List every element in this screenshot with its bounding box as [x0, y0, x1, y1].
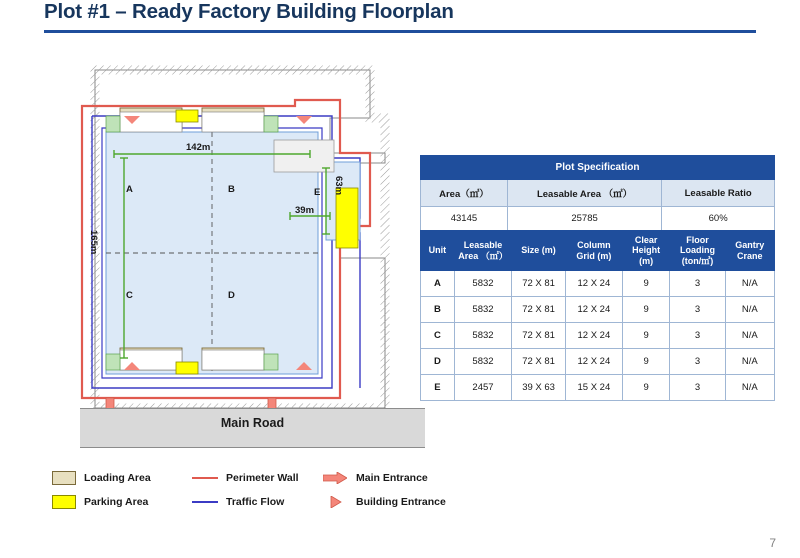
legend-item-traffic-flow	[192, 496, 322, 508]
unit-label-e: E	[314, 187, 321, 198]
unit-label-c: C	[126, 290, 133, 301]
table-row	[421, 297, 775, 323]
unit-header-row	[421, 231, 775, 271]
cell-column-grid: 12 X 24	[565, 349, 622, 375]
parking-area-swatch-icon	[52, 495, 76, 509]
cell-size: 72 X 81	[512, 323, 566, 349]
cell-floor-loading: 3	[670, 271, 725, 297]
unit-label-b: B	[228, 184, 235, 195]
cell-size: 72 X 81	[512, 349, 566, 375]
cell-leasable-area: 5832	[454, 349, 511, 375]
cell-column-grid: 15 X 24	[565, 375, 622, 401]
cell-column-grid: 12 X 24	[565, 323, 622, 349]
legend-item-perimeter-wall	[192, 472, 322, 484]
spec-header-area: Area（㎡）	[421, 180, 508, 207]
cell-leasable-area: 5832	[454, 271, 511, 297]
cell-unit: B	[421, 297, 455, 323]
cell-unit: A	[421, 271, 455, 297]
cell-clear-height: 9	[622, 297, 669, 323]
cell-leasable-area: 5832	[454, 297, 511, 323]
legend-row	[52, 466, 472, 490]
cell-floor-loading: 3	[670, 297, 725, 323]
legend-item-parking-area	[52, 495, 192, 509]
table-row	[421, 375, 775, 401]
cell-gantry-crane: N/A	[725, 271, 774, 297]
legend-item-loading-area	[52, 471, 192, 485]
unit-header-floor-loading: Floor Loading (ton/㎡)	[670, 231, 725, 271]
cell-clear-height: 9	[622, 323, 669, 349]
page-number: 7	[769, 536, 776, 550]
spec-header-row	[421, 180, 775, 207]
spec-header-leasable-area: Leasable Area （㎡）	[507, 180, 661, 207]
cell-column-grid: 12 X 24	[565, 297, 622, 323]
cell-clear-height: 9	[622, 271, 669, 297]
cell-column-grid: 12 X 24	[565, 271, 622, 297]
cell-leasable-area: 5832	[454, 323, 511, 349]
legend	[52, 466, 472, 514]
legend-row	[52, 490, 472, 514]
cell-clear-height: 9	[622, 375, 669, 401]
dimension-small-height: 63m	[333, 176, 344, 196]
title-divider	[44, 30, 756, 33]
traffic-flow-line-icon	[192, 501, 218, 503]
unit-label-d: D	[228, 290, 235, 301]
legend-label: Parking Area	[84, 496, 149, 508]
table-row	[421, 271, 775, 297]
spec-table-title: Plot Specification	[421, 156, 775, 180]
perimeter-wall-line-icon	[192, 477, 218, 479]
cell-gantry-crane: N/A	[725, 349, 774, 375]
cell-gantry-crane: N/A	[725, 297, 774, 323]
legend-label: Perimeter Wall	[226, 472, 299, 484]
cell-unit: D	[421, 349, 455, 375]
unit-header-column-grid: Column Grid (m)	[565, 231, 622, 271]
cell-size: 39 X 63	[512, 375, 566, 401]
cell-floor-loading: 3	[670, 375, 725, 401]
spec-value-leasable-area: 25785	[507, 207, 661, 231]
legend-item-building-entrance	[322, 496, 472, 508]
spec-value-leasable-ratio: 60%	[662, 207, 775, 231]
cell-floor-loading: 3	[670, 349, 725, 375]
cell-floor-loading: 3	[670, 323, 725, 349]
cell-size: 72 X 81	[512, 297, 566, 323]
main-road-label: Main Road	[220, 416, 285, 430]
dimension-width-top: 142m	[186, 142, 211, 153]
legend-label: Building Entrance	[356, 496, 446, 508]
spec-value-area: 43145	[421, 207, 508, 231]
unit-header-leasable-area: Leasable Area （㎡）	[454, 231, 511, 271]
table-row	[421, 349, 775, 375]
spec-title-row	[421, 156, 775, 180]
legend-item-main-entrance	[322, 472, 472, 484]
legend-label: Traffic Flow	[226, 496, 285, 508]
legend-label: Main Entrance	[356, 472, 428, 484]
cell-clear-height: 9	[622, 349, 669, 375]
cell-gantry-crane: N/A	[725, 375, 774, 401]
main-entrance-arrow-icon	[322, 472, 348, 484]
unit-header-clear-height: Clear Height (m)	[622, 231, 669, 271]
plot-specification-table	[420, 155, 775, 231]
legend-label: Loading Area	[84, 472, 151, 484]
unit-specification-table	[420, 230, 775, 401]
unit-header-unit: Unit	[421, 231, 455, 271]
table-row	[421, 323, 775, 349]
cell-gantry-crane: N/A	[725, 323, 774, 349]
dimension-small-width: 39m	[295, 205, 315, 216]
spec-value-row	[421, 207, 775, 231]
cell-size: 72 X 81	[512, 271, 566, 297]
building-entrance-arrow-icon	[322, 496, 348, 508]
cell-unit: E	[421, 375, 455, 401]
floorplan-diagram	[40, 58, 402, 448]
spec-header-leasable-ratio: Leasable Ratio	[662, 180, 775, 207]
unit-header-gantry-crane: Gantry Crane	[725, 231, 774, 271]
cell-unit: C	[421, 323, 455, 349]
cell-leasable-area: 2457	[454, 375, 511, 401]
dimension-height-left: 165m	[88, 230, 99, 255]
page-title: Plot #1 – Ready Factory Building Floorplan	[44, 0, 454, 23]
unit-label-a: A	[126, 184, 133, 195]
unit-header-size: Size (m)	[512, 231, 566, 271]
loading-area-swatch-icon	[52, 471, 76, 485]
